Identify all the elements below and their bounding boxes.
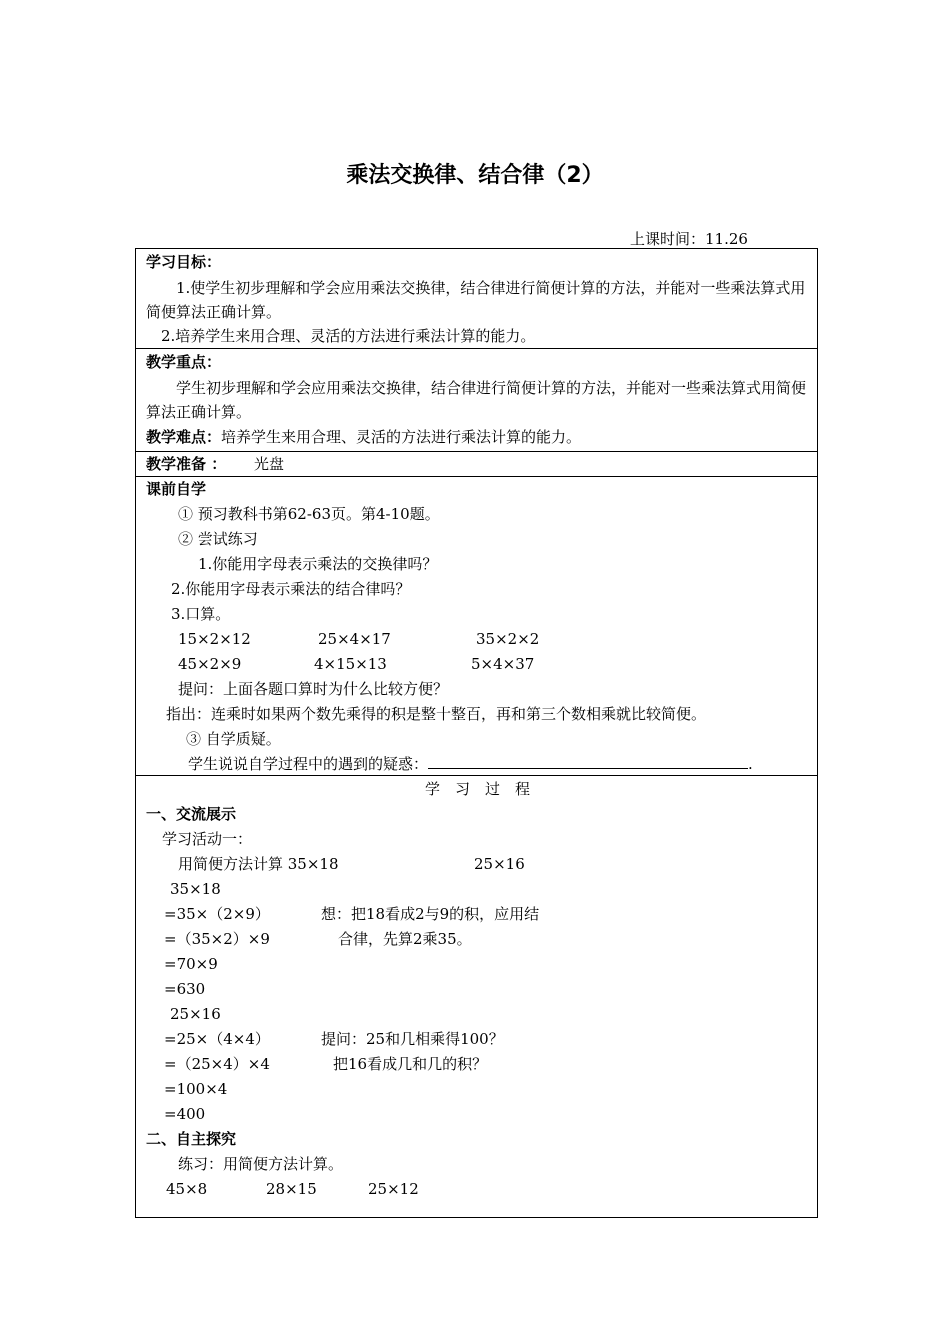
calc-step: =630 [164,980,206,998]
objective-item-1: 1.使学生初步理解和学会应用乘法交换律，结合律进行简便计算的方法，并能对一些乘法算式用简便算法正确计算。 [146,279,806,321]
preview-ask: 提问：上面各题口算时为什么比较方便？ [178,680,449,698]
preview-step-3: ③ 自学质疑。 [186,730,281,748]
calc-step: =（25×4）×4 [164,1055,270,1073]
oral-calc-item: 35×2×2 [476,630,540,648]
objectives-heading: 学习目标： [146,253,222,271]
preparation-text: 光盘 [254,455,285,473]
oral-calc-item: 5×4×37 [471,655,535,673]
think-note: 合律，先算2乘35。 [338,930,472,948]
activity-task: 用简便方法计算 35×18 [178,855,339,873]
calc-step: =400 [164,1105,206,1123]
oral-calc-item: 15×2×12 [178,630,251,648]
row-divider [136,451,817,452]
calc-step: =35×（2×9） [164,905,270,923]
calc-step: 25×16 [170,1005,221,1023]
preview-question-3: 3.口算。 [171,605,231,623]
key-point-text: 学生初步理解和学会应用乘法交换律，结合律进行简便计算的方法，并能对一些乘法算式用简便算法正确计算。 [146,379,807,421]
calc-step: =25×（4×4） [164,1030,270,1048]
think-note: 想：把18看成2与9的积，应用结 [321,905,540,923]
row-divider [136,348,817,349]
page-title: 乘法交换律、结合律（2） [346,163,604,188]
doubt-answer-blank[interactable] [428,754,748,769]
preview-question-1: 1.你能用字母表示乘法的交换律吗？ [198,555,438,573]
doubt-prompt: 学生说说自学过程中的遇到的疑惑： [188,755,429,773]
calc-step: =70×9 [164,955,218,973]
activity-label: 学习活动一： [162,830,253,848]
oral-calc-item: 25×4×17 [318,630,391,648]
exercise-label: 练习：用简便方法计算。 [178,1155,344,1173]
doubt-end: . [748,755,753,773]
ask-note: 提问：25和几相乘得100？ [321,1030,504,1048]
row-divider [136,775,817,776]
doubt-line [188,753,753,775]
calc-step: =（35×2）×9 [164,930,270,948]
process-heading: 学 习 过 程 [424,780,530,798]
key-point-heading: 教学重点： [146,353,222,371]
preview-question-2: 2.你能用字母表示乘法的结合律吗？ [171,580,411,598]
objective-item-2: 2.培养学生来用合理、灵活的方法进行乘法计算的能力。 [161,327,536,345]
difficulty-row [146,426,581,448]
section-1-heading: 一、交流展示 [146,805,237,823]
preview-step-1: ① 预习教科书第62-63页。第4-10题。 [178,505,440,523]
oral-calc-item: 4×15×13 [314,655,387,673]
section-2-heading: 二、自主探究 [146,1130,237,1148]
preview-step-2: ② 尝试练习 [178,530,258,548]
preview-point-out: 指出：连乘时如果两个数先乘得的积是整十整百，再和第三个数相乘就比较简便。 [166,705,707,723]
calc-step: =100×4 [164,1080,228,1098]
exercise-item: 45×8 [166,1180,208,1198]
ask-note: 把16看成几和几的积？ [333,1055,488,1073]
activity-task-2: 25×16 [474,855,525,873]
difficulty-heading: 教学难点： [146,428,222,446]
preview-heading: 课前自学 [146,480,207,498]
calc-step: 35×18 [170,880,221,898]
exercise-item: 28×15 [266,1180,317,1198]
class-time: 上课时间：11.26 [630,230,748,248]
difficulty-text: 培养学生来用合理、灵活的方法进行乘法计算的能力。 [221,428,582,446]
preparation-heading: 教学准备 ： [146,455,227,473]
exercise-item: 25×12 [368,1180,419,1198]
lesson-plan-table [135,248,818,1218]
row-divider [136,476,817,477]
oral-calc-item: 45×2×9 [178,655,242,673]
